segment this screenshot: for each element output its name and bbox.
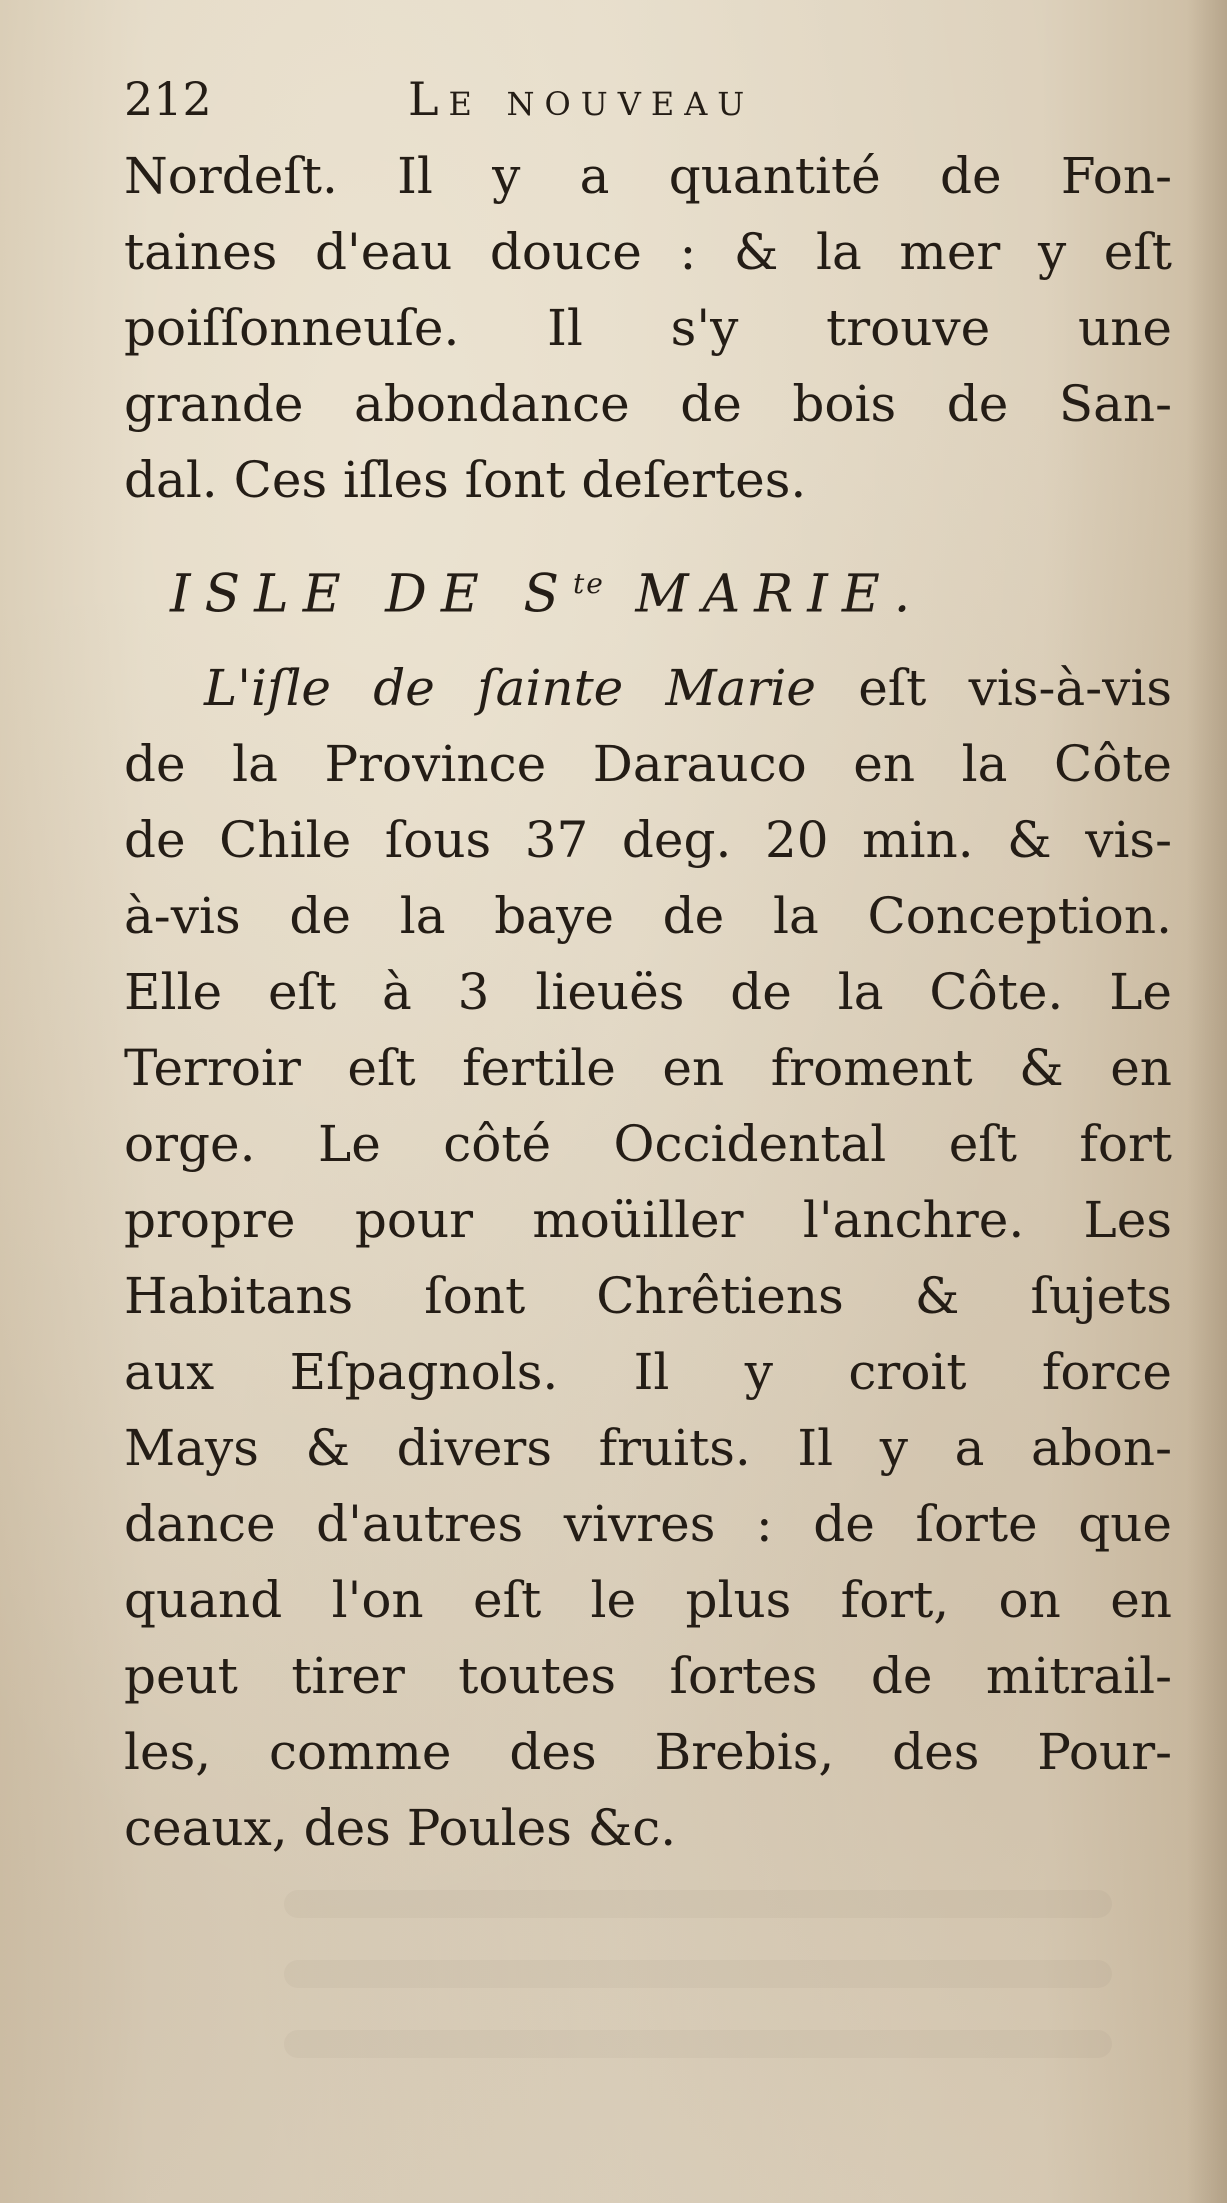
text-line: aux Eſpagnols. Il y croit force (124, 1343, 1172, 1401)
text-line: Mays & divers fruits. Il y a abon- (124, 1419, 1172, 1477)
paragraph-2 (124, 650, 1172, 1866)
show-through-line (284, 1960, 1112, 1988)
text-line: Nordeſt. Il y a quantité de Fon- (124, 147, 1172, 205)
show-through-area (124, 1880, 1172, 2160)
text-line: Terroir eſt fertile en froment & en (124, 1039, 1172, 1097)
show-through-line (284, 2030, 1112, 2058)
text-line: Habitans ſont Chrêtiens & ſujets (124, 1267, 1172, 1325)
text-line: poiſſonneuſe. Il s'y trouve une (124, 299, 1172, 357)
text-line: peut tirer toutes ſortes de mitrail- (124, 1647, 1172, 1705)
italic-lead-phrase: L'iſle de ſainte Marie (204, 659, 816, 717)
text-line: quand l'on eſt le plus fort, on en (124, 1571, 1172, 1629)
text-line: orge. Le côté Occidental eſt fort (124, 1115, 1172, 1173)
text-line: de la Province Darauco en la Côte (124, 735, 1172, 793)
page-number: 212 (124, 72, 212, 126)
section-heading-tail: MARIE. (604, 564, 925, 625)
lead-rest: eſt vis-à-vis (815, 659, 1172, 717)
show-through-line (284, 1890, 1112, 1918)
running-head (124, 60, 1172, 138)
section-heading-main: ISLE DE S (170, 564, 573, 625)
text-line: grande abondance de bois de San- (124, 375, 1172, 433)
text-line: ceaux, des Poules &c. (124, 1799, 677, 1857)
paragraph-1 (124, 138, 1172, 518)
page-fold-shadow (1187, 0, 1227, 2203)
text-line: les, comme des Brebis, des Pour- (124, 1723, 1172, 1781)
section-heading-superscript: te (573, 567, 605, 600)
text-line: Elle eſt à 3 lieuës de la Côte. Le (124, 963, 1172, 1021)
text-line: dal. Ces iſles ſont deſertes. (124, 451, 807, 509)
text-line-first (124, 650, 1172, 726)
section-heading (124, 536, 1172, 632)
text-line: taines d'eau douce : & la mer y eſt (124, 223, 1172, 281)
text-line: à-vis de la baye de la Conception. (124, 887, 1172, 945)
text-line: propre pour moüiller l'anchre. Les (124, 1191, 1172, 1249)
running-head-title: Le nouveau (408, 72, 755, 126)
text-block (124, 60, 1172, 1866)
text-line: de Chile ſous 37 deg. 20 min. & vis- (124, 811, 1172, 869)
text-line: dance d'autres vivres : de ſorte que (124, 1495, 1172, 1553)
